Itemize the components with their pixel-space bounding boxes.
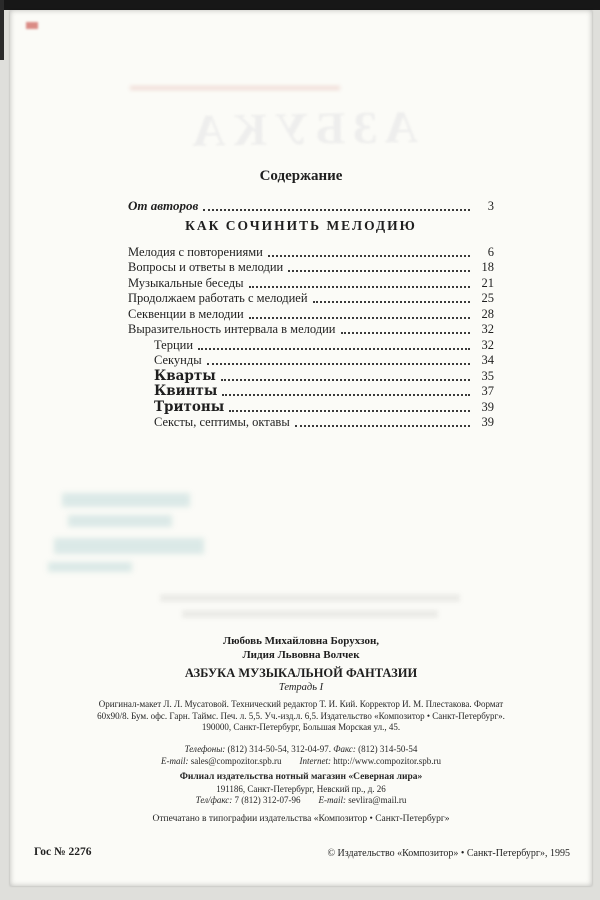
toc-entry-label: Сексты, септимы, октавы: [154, 415, 290, 429]
section-heading: КАК СОЧИНИТЬ МЕЛОДИЮ: [185, 218, 417, 233]
branch-address: 191186, Санкт-Петербург, Невский пр., д. 26: [216, 783, 386, 794]
toc-entry: [128, 322, 494, 338]
showthrough-stamp: [62, 493, 190, 507]
toc-entry-page: 35: [481, 368, 494, 383]
state-number: Гос № 2276: [34, 846, 92, 858]
toc-entry: [128, 368, 494, 384]
dot-leader: [222, 394, 470, 396]
toc-entry-page: 32: [481, 337, 494, 352]
email-value: sales@compozitor.spb.ru: [188, 756, 282, 766]
telfax-label: Тел/факс:: [195, 795, 233, 805]
toc-entry-label: Секвенции в мелодии: [128, 306, 244, 321]
toc-entry-page: 39: [481, 399, 494, 414]
phones-label: Телефоны:: [184, 744, 226, 754]
author-name: Любовь Михайловна Борухзон,: [222, 635, 380, 647]
toc-entry-page: 3: [487, 198, 494, 213]
toc-entry-label: Квинты: [154, 383, 218, 399]
toc-entry: [128, 260, 494, 276]
toc-entry-page: 21: [481, 275, 494, 290]
scan-artifact-red-line: [130, 86, 340, 90]
branch-contacts: [50, 795, 552, 807]
toc-entry-page: 6: [487, 244, 494, 259]
copyright-line: © Издательство «Композитор» • Санкт-Петербург», 1995: [327, 848, 570, 859]
toc-entry-label: Музыкальные беседы: [128, 275, 244, 290]
colophon-line: 60x90/8. Бум. офс. Гарн. Таймс. Печ. л. 5,5. Уч.-изд.л. 6,5. Издательство «Композитор • Санкт-Петербург».: [97, 710, 505, 721]
email-line: [50, 755, 552, 767]
email-label: E-mail:: [161, 756, 189, 766]
toc-entry: [128, 291, 494, 307]
dot-leader: [203, 209, 470, 211]
toc-entry-page: 28: [481, 306, 494, 321]
book-page: [10, 10, 592, 886]
branch-email-label: E-mail:: [318, 795, 347, 805]
toc-entry-label: Мелодия с повторениями: [128, 244, 263, 259]
phones-line: [50, 743, 552, 755]
colophon-line: 190000, Санкт-Петербург, Большая Морская ул., 45.: [201, 722, 401, 732]
showthrough-stamp: [68, 515, 172, 527]
toc-entry: [128, 353, 494, 369]
toc-entry: [128, 399, 494, 415]
toc-entry-page: 18: [481, 260, 494, 274]
showthrough-stamp: [48, 562, 132, 572]
dot-leader: [295, 425, 470, 427]
toc-entry-label: Тритоны: [154, 398, 225, 415]
colophon: [50, 699, 552, 734]
toc-entry: [128, 337, 494, 353]
toc-entry-page: 37: [481, 384, 494, 398]
branch-store-info: [50, 772, 552, 807]
telfax-value: 7 (812) 312-07-96: [232, 795, 301, 805]
scan-edge-top: [0, 0, 600, 10]
toc-entry-label: Вопросы и ответы в мелодии: [128, 260, 284, 274]
toc-entry-page: 34: [481, 353, 494, 367]
showthrough-text-line: [160, 594, 460, 602]
branch-title: Филиал издательства нотный магазин «Северная лира»: [179, 772, 423, 782]
toc-entry-label: Кварты: [154, 367, 216, 384]
internet-value: http://www.compozitor.spb.ru: [331, 756, 441, 766]
dot-leader: [341, 332, 471, 334]
scan-edge-left: [0, 0, 4, 60]
toc-entry-page: 39: [481, 415, 494, 429]
dot-leader: [249, 286, 470, 288]
dot-leader: [288, 270, 470, 272]
scan-artifact-red-mark: [26, 22, 38, 29]
colophon-line: Оригинал-макет Л. Л. Мусатовой. Технический редактор Т. И. Кий. Корректор И. М. Плестакова. Формат: [98, 699, 504, 709]
toc-entry-label: Терции: [154, 337, 194, 352]
phones-value: (812) 314-50-54, 312-04-97.: [225, 744, 334, 754]
fax-label: Факс:: [333, 744, 356, 754]
toc-entry-label: Продолжаем работать с мелодией: [128, 291, 308, 305]
toc-entry: [128, 306, 494, 322]
author-name: Лидия Львовна Волчек: [242, 649, 360, 661]
dot-leader: [221, 379, 470, 381]
showthrough-cover-title: АЗБУКА: [183, 100, 419, 157]
dot-leader: [207, 363, 470, 365]
dot-leader: [198, 348, 470, 350]
toc-entry-label: От авторов: [128, 197, 199, 213]
fax-value: (812) 314-50-54: [355, 744, 418, 754]
internet-label: Internet:: [299, 756, 332, 766]
contents-heading: Содержание: [259, 168, 343, 184]
publisher-contacts: [50, 743, 552, 767]
dot-leader: [313, 301, 470, 303]
toc-entry: [128, 275, 494, 291]
toc-entry-label: Выразительность интервала в мелодии: [128, 322, 336, 336]
printing-house-line: Отпечатано в типографии издательства «Композитор • Санкт-Петербург»: [152, 814, 450, 824]
table-of-contents: [128, 244, 494, 430]
authors-names: [10, 634, 592, 662]
toc-entry-page: 25: [481, 291, 494, 305]
toc-entry-from-authors: [128, 198, 494, 214]
showthrough-text-line: [182, 610, 438, 618]
showthrough-stamp: [54, 538, 204, 554]
book-title: АЗБУКА МУЗЫКАЛЬНОЙ ФАНТАЗИИ: [184, 666, 418, 680]
dot-leader: [268, 255, 470, 257]
book-volume: Тетрадь I: [278, 682, 324, 693]
dot-leader: [229, 410, 470, 412]
dot-leader: [249, 317, 470, 319]
toc-entry: [128, 415, 494, 431]
toc-entry-page: 32: [481, 322, 494, 336]
toc-entry: [128, 244, 494, 260]
branch-email-value: sevlira@mail.ru: [346, 795, 407, 805]
toc-entry-label: Секунды: [154, 353, 202, 367]
toc-entry: [128, 384, 494, 400]
